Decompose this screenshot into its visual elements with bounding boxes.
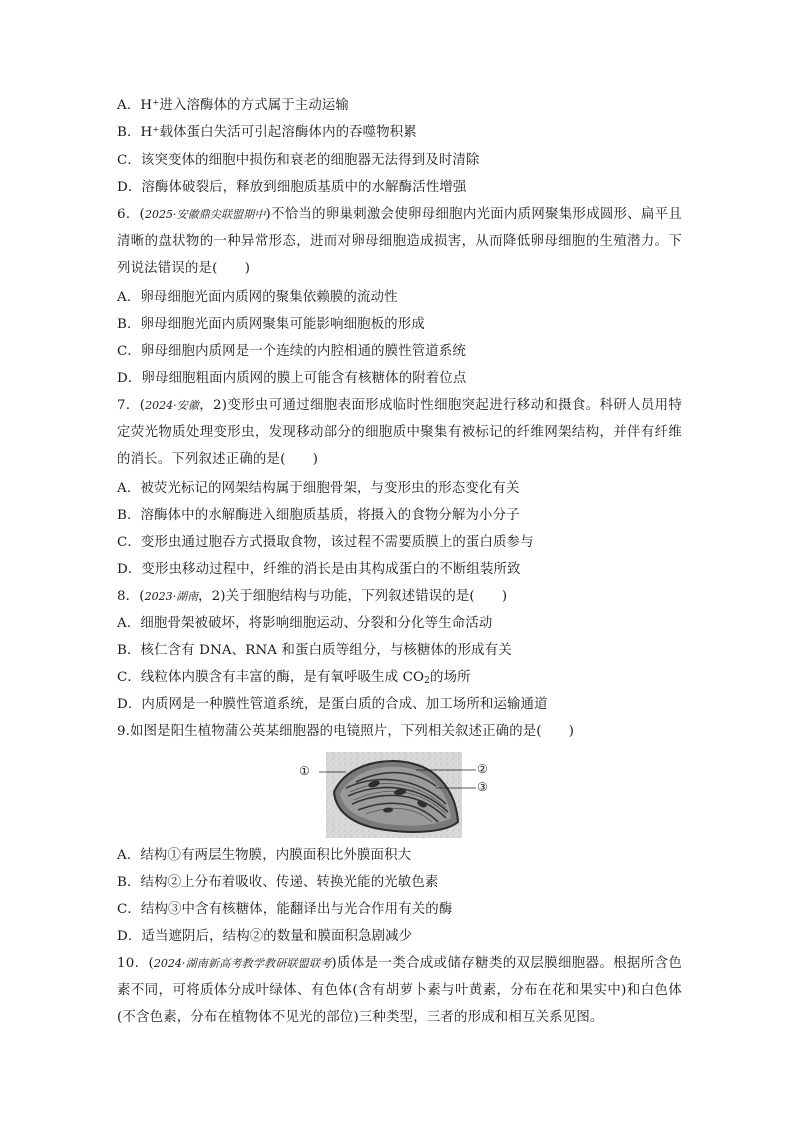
q9-option-d: D．适当遮阴后，结构②的数量和膜面积急剧减少 bbox=[117, 929, 413, 944]
q9-option-a: A．结构①有两层生物膜，内膜面积比外膜面积大 bbox=[117, 848, 412, 863]
figure-label-2: ② bbox=[477, 762, 488, 776]
figure-label-3: ③ bbox=[477, 780, 488, 794]
q8-option-c-subscript: 2 bbox=[424, 676, 431, 686]
q6-source: 2025·安徽鼎尖联盟期中 bbox=[144, 208, 266, 221]
q9-option-b: B．结构②上分布着吸收、传递、转换光能的光敏色素 bbox=[117, 875, 439, 890]
q7-stem-text: ，2)变形虫可通过细胞表面形成临时性细胞突起进行移动和摄食。科研人员用特定荧光物质处理变形虫，发现移动部分的细胞质中聚集有被标记的纤维网架结构，并伴有纤维的消长。下列叙述正确的是( ) bbox=[117, 398, 682, 467]
q8-option-d: D．内质网是一种膜性管道系统，是蛋白质的合成、加工场所和运输通道 bbox=[117, 697, 548, 712]
q8-option-c-text: C．线粒体内膜含有丰富的酶，是有氧呼吸生成 CO bbox=[117, 670, 425, 685]
figure-label-1: ① bbox=[299, 764, 310, 778]
q9-stem: 9.如图是阳生植物蒲公英某细胞器的电镜照片，下列相关叙述正确的是( ) bbox=[117, 724, 575, 739]
q7-source: 2024·安徽 bbox=[145, 399, 200, 412]
q7-number: 7．( bbox=[117, 398, 146, 413]
q6-option-d: D．卵母细胞粗面内质网的膜上可能含有核糖体的附着位点 bbox=[117, 371, 467, 386]
q8-option-a: A．细胞骨架被破坏，将影响细胞运动、分裂和分化等生命活动 bbox=[117, 616, 493, 631]
q5-option-a: A．H⁺进入溶酶体的方式属于主动运输 bbox=[117, 98, 349, 113]
q10-stem bbox=[117, 950, 682, 1031]
q7-option-c: C．变形虫通过胞吞方式摄取食物，该过程不需要质膜上的蛋白质参与 bbox=[117, 535, 534, 550]
q5-option-b: B．H⁺载体蛋白失活可引起溶酶体内的吞噬物积累 bbox=[117, 125, 417, 140]
q6-stem bbox=[117, 201, 682, 282]
q8-stem bbox=[117, 587, 507, 606]
q8-number: 8．( bbox=[117, 589, 145, 604]
q6-option-c: C．卵母细胞内质网是一个连续的内腔相通的膜性管道系统 bbox=[117, 344, 466, 359]
q9-option-c: C．结构③中含有核糖体，能翻译出与光合作用有关的酶 bbox=[117, 902, 453, 917]
q6-stem-text: )不恰当的卵巢刺激会使卵母细胞内光面内质网聚集形成圆形、扁平且清晰的盘状物的一种异常形态，进而对卵母细胞造成损害，从而降低卵母细胞的生殖潜力。下列说法错误的是( ) bbox=[117, 207, 683, 276]
q8-option-c bbox=[117, 668, 471, 691]
q7-option-d: D．变形虫移动过程中，纤维的消长是由其构成蛋白的不断组装所致 bbox=[117, 562, 521, 577]
chloroplast-micrograph bbox=[296, 752, 506, 840]
q7-option-b: B．溶酶体中的水解酶进入细胞质基质，将摄入的食物分解为小分子 bbox=[117, 508, 520, 523]
q8-stem-text: ，2)关于细胞结构与功能，下列叙述错误的是( ) bbox=[198, 589, 508, 604]
q5-option-d: D．溶酶体破裂后，释放到细胞质基质中的水解酶活性增强 bbox=[117, 180, 467, 195]
q8-option-b: B．核仁含有 DNA、RNA 和蛋白质等组分，与核糖体的形成有关 bbox=[117, 643, 512, 658]
q10-stem-text: )质体是一类合成或储存糖类的双层膜细胞器。根据所含色素不同，可将质体分成叶绿体、有色体(含有胡萝卜素与叶黄素，分布在花和果实中)和白色体(不含色素，分布在植物体不见光的部位)三种类型，三者的形成和相互关系见图。 bbox=[117, 956, 682, 1025]
q6-option-a: A．卵母细胞光面内质网的聚集依赖膜的流动性 bbox=[117, 290, 398, 305]
q5-option-c: C．该突变体的细胞中损伤和衰老的细胞器无法得到及时清除 bbox=[117, 153, 480, 168]
q7-stem bbox=[117, 392, 682, 473]
q6-option-b: B．卵母细胞光面内质网聚集可能影响细胞板的形成 bbox=[117, 317, 425, 332]
q10-source: 2024·湖南新高考教学教研联盟联考 bbox=[153, 957, 332, 970]
q6-number: 6．( bbox=[117, 207, 145, 222]
q8-source: 2023·湖南 bbox=[144, 590, 199, 603]
q10-number: 10．( bbox=[117, 956, 154, 971]
q8-option-c-text-end: 的场所 bbox=[430, 670, 471, 685]
q7-option-a: A．被荧光标记的网架结构属于细胞骨架，与变形虫的形态变化有关 bbox=[117, 481, 520, 496]
